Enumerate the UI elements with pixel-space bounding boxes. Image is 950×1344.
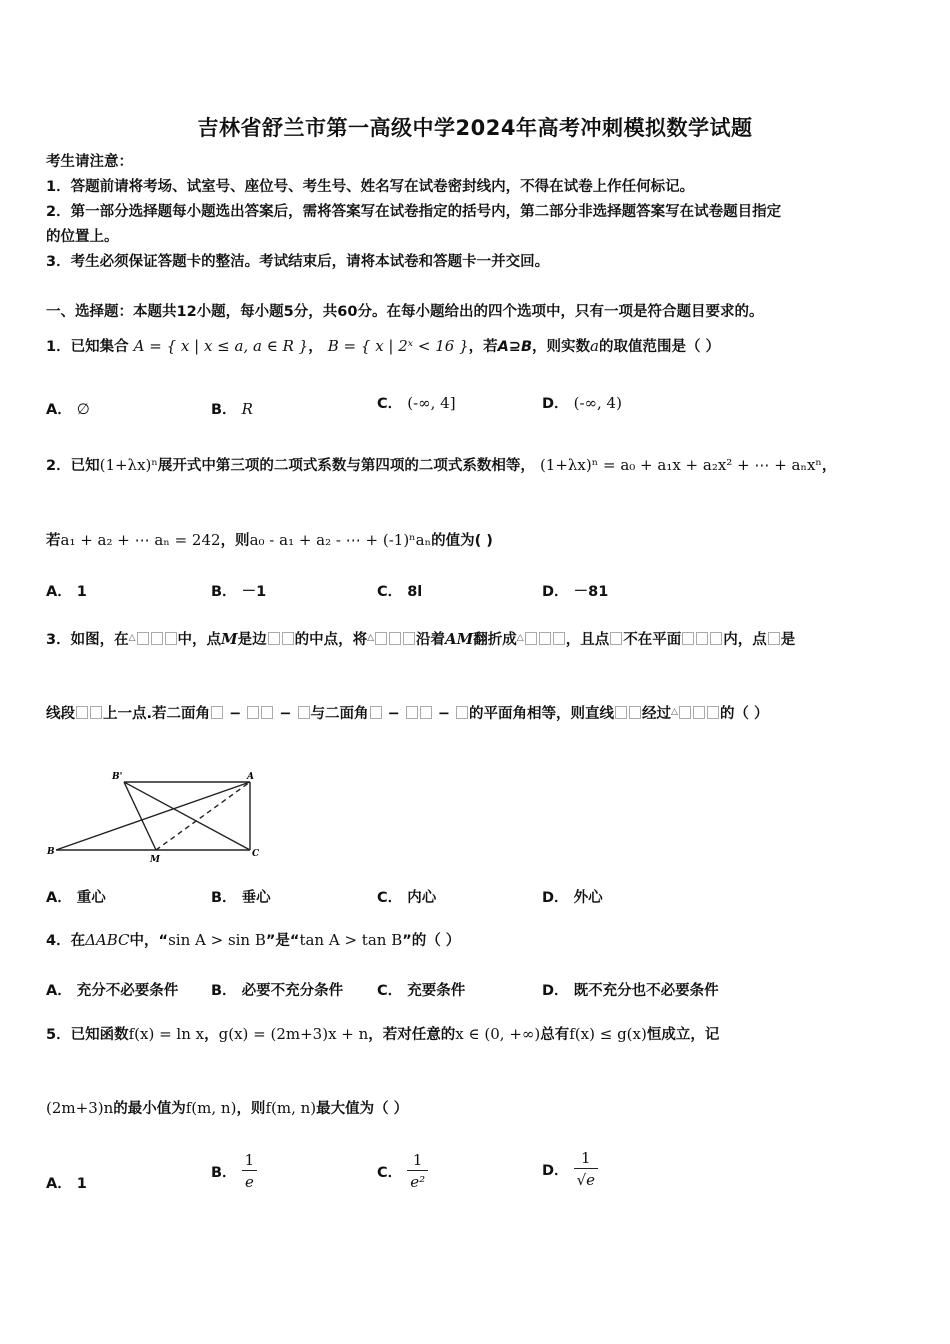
q2-expansion: (1+λx)ⁿ = a₀ + a₁x + a₂x² + ⋯ + aₙxⁿ <box>539 456 822 474</box>
notice-item-2: 2．第一部分选择题每小题选出答案后，需将答案写在试卷指定的括号内，第二部分非选择题答案写在试卷题目指定 <box>46 204 782 220</box>
q2-endcomma: ， <box>821 458 837 474</box>
q4-condition-1: sin A > sin B <box>168 931 266 949</box>
q5-option-d: D． $\frac{1}{√e}$ <box>542 1148 598 1191</box>
question-4 <box>46 930 460 951</box>
q1-var: a <box>590 337 599 355</box>
q3-l2b: 上一点.若二面角 <box>103 706 211 722</box>
q5-option-b: B． $\frac{1}{e}$ <box>211 1150 257 1193</box>
q4-option-c: C． 充要条件 <box>377 983 466 999</box>
q1-pre: 1．已知集合 <box>46 339 129 355</box>
q2-condition: a₁ + a₂ + ⋯ aₙ = 242 <box>60 531 221 549</box>
q3-l1e: 沿着 <box>416 632 446 648</box>
q3-label-a: A <box>247 772 254 782</box>
q3-option-c: C． 内心 <box>377 890 437 906</box>
question-3-line-2: 线段 上一点.若二面角 − − 与二面角 − − 的平面角相等，则直线 经过△ 的（ ） <box>46 706 769 722</box>
q5-l2f: 最大值为（ ） <box>316 1101 409 1117</box>
q5-l2b: 的最小值为 <box>113 1101 186 1117</box>
q3-option-b: B． 垂心 <box>211 890 271 906</box>
q3-label-bprime: B' <box>112 772 123 782</box>
section-heading: 一、选择题：本题共12小题，每小题5分，共60分。在每小题给出的四个选项中，只有一项是符合题目要求的。 <box>46 304 764 320</box>
q3-l1d: 的中点，将 <box>294 632 368 648</box>
q5-mid3: 恒成立，记 <box>646 1027 720 1043</box>
q3-l2f: 的（ ） <box>719 706 769 722</box>
question-2-line-2 <box>46 530 493 551</box>
q3-edge-ba <box>56 782 250 850</box>
q4-post: ”的（ ） <box>402 933 461 949</box>
q2-option-b: B． －1 <box>211 584 267 600</box>
q5-option-a: A． 1 <box>46 1176 87 1192</box>
q2-target: a₀ - a₁ + a₂ - ⋯ + (-1)ⁿaₙ <box>249 531 432 549</box>
q1-option-d: D． (-∞, 4) <box>542 394 622 412</box>
q4-mid1: 中，“ <box>129 933 169 949</box>
q4-mid2: ”是“ <box>265 933 300 949</box>
q4-option-a: A． 充分不必要条件 <box>46 983 179 999</box>
q2-line2-pre: 若 <box>46 533 61 549</box>
q2-option-c: C． 8l <box>377 584 423 600</box>
q3-option-a: A． 重心 <box>46 890 106 906</box>
question-5 <box>46 1024 719 1045</box>
q5-inequality: f(x) ≤ g(x) <box>569 1025 647 1043</box>
question-2 <box>46 455 836 476</box>
q3-l1i: 内，点 <box>723 632 767 648</box>
q3-l1a: 3．如图，在 <box>46 632 129 648</box>
q4-triangle: ΔABC <box>85 931 130 949</box>
q1-comma: ， <box>308 339 323 355</box>
q3-edge-bpc <box>124 782 250 850</box>
q1-post1: ，若 <box>468 339 498 355</box>
q3-l2d: 的平面角相等，则直线 <box>469 706 615 722</box>
q3-l2e: 经过 <box>642 706 672 722</box>
q5-mid2: 总有 <box>540 1027 570 1043</box>
q5-g: g(x) = (2m+3)x + n <box>218 1025 369 1043</box>
q1-post2: ，则实数 <box>532 339 591 355</box>
q3-l1g: ，且点 <box>565 632 610 648</box>
q1-option-b: B． R <box>211 400 253 418</box>
q2-option-d: D． －81 <box>542 584 609 600</box>
q2-post: 的值为( ) <box>431 533 493 549</box>
q3-l2a: 线段 <box>46 706 75 722</box>
q1-relation: A⊇B <box>497 339 533 355</box>
q3-l2c: 与二面角 <box>310 706 369 722</box>
q2-option-a: A． 1 <box>46 584 87 600</box>
q4-condition-2: tan A > tan B <box>299 931 403 949</box>
q4-option-d: D． 既不充分也不必要条件 <box>542 983 719 999</box>
notice-item-1: 1．答题前请将考场、试室号、座位号、考生号、姓名写在试卷密封线内，不得在试卷上作任何标记。 <box>46 179 695 195</box>
q3-l1b: 中，点 <box>177 632 222 648</box>
q3-l1j: 是 <box>780 632 796 648</box>
notice-item-2-cont: 的位置上。 <box>46 229 119 245</box>
q4-option-b: B． 必要不充分条件 <box>211 983 344 999</box>
q1-option-c: C． (-∞, 4] <box>377 394 456 412</box>
q1-post3: 的取值范围是（ ） <box>599 339 721 355</box>
q2-then: ，则 <box>220 533 250 549</box>
notice-heading: 考生请注意： <box>46 154 133 170</box>
q5-l2c: f(m, n) <box>185 1099 237 1117</box>
q5-pre: 5．已知函数 <box>46 1027 129 1043</box>
q4-pre: 4．在 <box>46 933 86 949</box>
q1-option-a: A． ∅ <box>46 400 90 418</box>
q5-l2a: (2m+3)n <box>46 1099 114 1117</box>
question-5-line-2 <box>46 1098 408 1119</box>
q3-label-m: M <box>150 855 160 865</box>
q5-mid1: ，若对任意的 <box>368 1027 456 1043</box>
q2-expr1: (1+λx)ⁿ <box>99 456 158 474</box>
q2-mid: 展开式中第三项的二项式系数与第四项的二项式系数相等， <box>157 458 535 474</box>
q3-point-m: M <box>221 630 238 648</box>
question-3: 3．如图，在△ 中，点M是边 的中点，将△ 沿着AM翻折成△ ，且点 不在平面 内，点 是 <box>46 630 796 648</box>
question-1 <box>46 336 720 357</box>
q3-figure <box>44 768 274 868</box>
q5-sep: ， <box>204 1027 219 1043</box>
q5-l2e: f(m, n) <box>265 1099 317 1117</box>
q1-set-b: B = { x | 2ˣ < 16 } <box>327 337 469 355</box>
q3-label-b: B <box>47 847 55 857</box>
q3-l1c: 是边 <box>237 632 267 648</box>
q5-domain: x ∈ (0, +∞) <box>455 1025 541 1043</box>
q3-segment-am: AM <box>445 630 474 648</box>
q5-option-c: C． $\frac{1}{\text{e²}}$ <box>377 1150 428 1193</box>
q3-edge-ma <box>156 782 250 850</box>
q3-l1f: 翻折成 <box>473 632 517 648</box>
q3-option-d: D． 外心 <box>542 890 603 906</box>
q5-l2d: ，则 <box>236 1101 266 1117</box>
q3-label-c: C <box>252 849 260 859</box>
page-title: 吉林省舒兰市第一高级中学2024年高考冲刺模拟数学试题 <box>197 116 753 140</box>
notice-item-3: 3．考生必须保证答题卡的整洁。考试结束后，请将本试卷和答题卡一并交回。 <box>46 254 550 270</box>
q2-pre: 2．已知 <box>46 458 100 474</box>
q3-l1h: 不在平面 <box>623 632 682 648</box>
q5-f: f(x) = ln x <box>128 1025 205 1043</box>
q1-set-a: A = { x | x ≤ a, a ∈ R } <box>133 337 309 355</box>
